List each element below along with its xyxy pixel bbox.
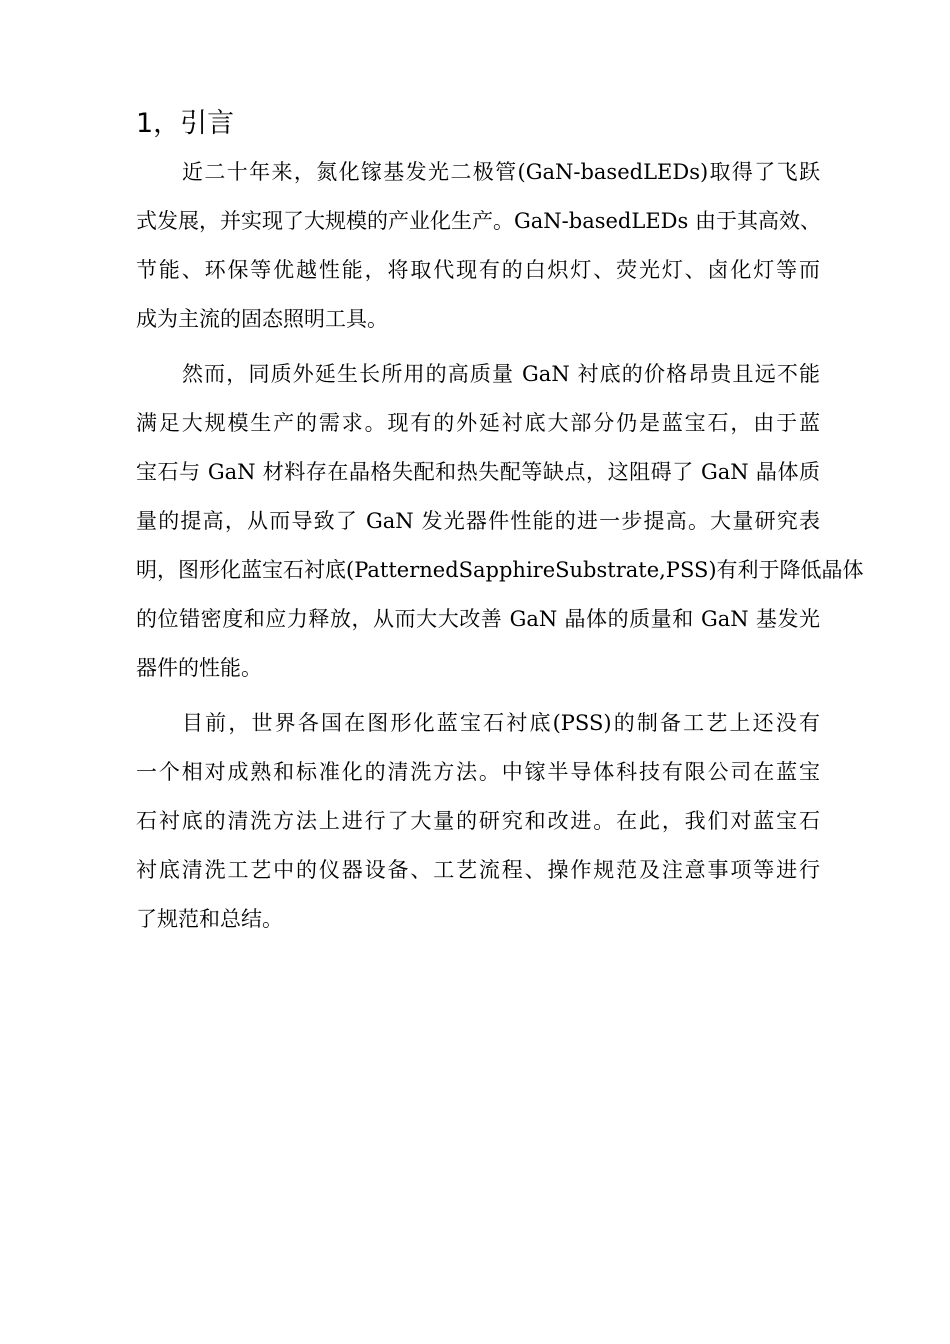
paragraph-line: 宝石与 GaN 材料存在晶格失配和热失配等缺点，这阻碍了 GaN 晶体质 (136, 460, 820, 484)
paragraph-line: 然而，同质外延生长所用的高质量 GaN 衬底的价格昂贵且远不能 (182, 362, 820, 386)
paragraph-line: 目前，世界各国在图形化蓝宝石衬底(PSS)的制备工艺上还没有 (182, 711, 820, 735)
paragraph-line: 了规范和总结。 (136, 907, 283, 931)
paragraph-line: 石衬底的清洗方法上进行了大量的研究和改进。在此，我们对蓝宝石 (136, 809, 820, 833)
paragraph-line: 的位错密度和应力释放，从而大大改善 GaN 晶体的质量和 GaN 基发光 (136, 607, 820, 631)
paragraph-line: 近二十年来，氮化镓基发光二极管(GaN-basedLEDs)取得了飞跃 (182, 160, 820, 184)
paragraph-line: 成为主流的固态照明工具。 (136, 307, 388, 331)
paragraph-line: 一个相对成熟和标准化的清洗方法。中镓半导体科技有限公司在蓝宝 (136, 760, 820, 784)
paragraph-line: 节能、环保等优越性能，将取代现有的白炽灯、荧光灯、卤化灯等而 (136, 258, 820, 282)
paragraph-intro (136, 148, 820, 344)
paragraph-line: 明，图形化蓝宝石衬底(PatternedSapphireSubstrate,PSS)有利于降低晶体 (136, 558, 864, 582)
paragraph-line: 满足大规模生产的需求。现有的外延衬底大部分仍是蓝宝石，由于蓝 (136, 411, 820, 435)
paragraph-line: 量的提高，从而导致了 GaN 发光器件性能的进一步提高。大量研究表 (136, 509, 820, 533)
document-body (136, 148, 864, 950)
paragraph-line: 器件的性能。 (136, 656, 262, 680)
section-heading: 1，引言 (136, 108, 235, 139)
paragraph-line: 式发展，并实现了大规模的产业化生产。GaN-basedLEDs 由于其高效、 (136, 209, 821, 233)
paragraph-line: 衬底清洗工艺中的仪器设备、工艺流程、操作规范及注意事项等进行 (136, 858, 820, 882)
paragraph-cleaning (136, 699, 820, 944)
paragraph-substrate (136, 350, 864, 693)
